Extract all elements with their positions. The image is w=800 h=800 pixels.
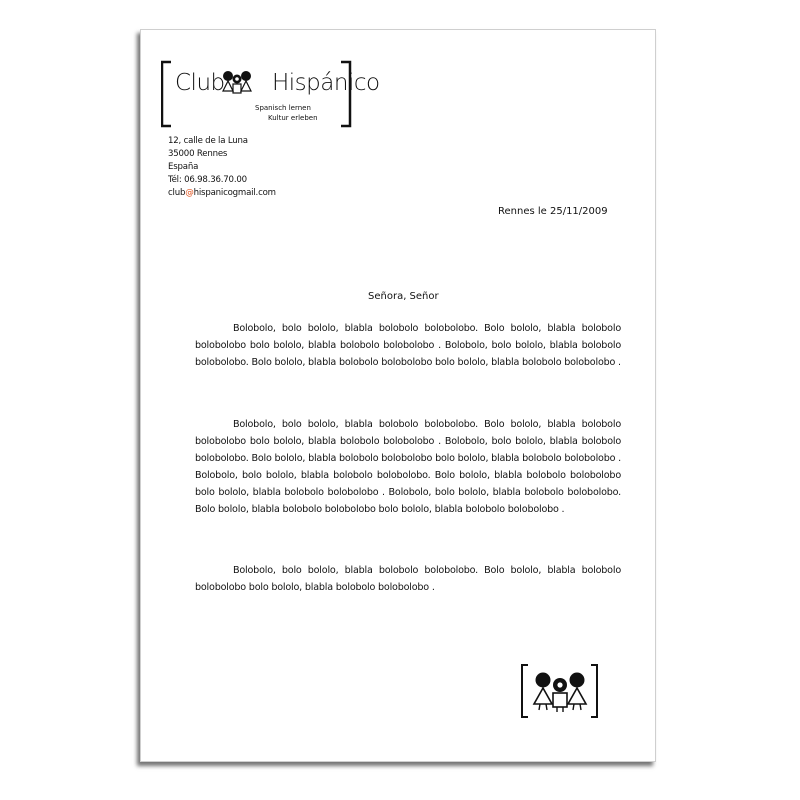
email-user: club [168, 188, 186, 198]
club-name-part2: Hispánico [272, 70, 380, 96]
address-phone: Tél: 06.98.36.70.00 [168, 175, 247, 185]
email-domain: hispanicogmail.com [193, 188, 276, 198]
address-street: 12, calle de la Luna [168, 136, 248, 146]
club-name-part1: Club [175, 70, 225, 96]
email-at-icon: @ [185, 188, 194, 198]
letter-page [140, 29, 656, 762]
club-logo [161, 60, 380, 128]
body-paragraph-1: Bolobolo, bolo bololo, blabla bolobolo bolobolobo. Bolo bololo, blabla bolobolo bolobolobo bolo bololo, blabla bolobolo bolobolobo . Bolobolo, bolo bololo, blabla bolobolo bolobolobo. Bolo bololo, blabla bolobolo bolobolobo bolo bololo, blabla bolobolo bolobolobo . [195, 323, 621, 368]
tagline-2: Kultur erleben [268, 114, 318, 122]
footer-logo-icon [521, 663, 601, 719]
tagline-1: Spanisch lernen [255, 104, 311, 112]
body-paragraph-2: Bolobolo, bolo bololo, blabla bolobolo bolobolobo. Bolo bololo, blabla bolobolo bolobolobo bolo bololo, blabla bolobolo bolobolobo . Bolobolo, bolo bololo, blabla bolobolo bolobolobo. Bolo bololo, blabla bolobolo bolobolobo bolo bololo, blabla bolobolo bolobolobo . Bolobolo, bolo bololo, blabla bolobolo bolobolobo. Bolo bololo, blabla bolobolo bolobolobo bolo bololo, blabla bolobolo bolobolobo . Bolobolo, bolo bololo, blabla bolobolo bolobolobo. Bolo bololo, blabla bolobolo bolobolobo bolo bololo, blabla bolobolo bolobolobo . [195, 419, 621, 515]
dateline: Rennes le 25/11/2009 [498, 206, 608, 217]
address-country: España [168, 162, 199, 172]
sender-address [168, 135, 276, 200]
children-figures-icon [223, 71, 251, 93]
salutation: Señora, Señor [368, 291, 439, 302]
address-email [168, 187, 276, 200]
body-paragraph-3: Bolobolo, bolo bololo, blabla bolobolo bolobolobo. Bolo bololo, blabla bolobolo bolobolobo bolo bololo, blabla bolobolo bolobolobo . [195, 565, 621, 593]
address-city: 35000 Rennes [168, 149, 228, 159]
